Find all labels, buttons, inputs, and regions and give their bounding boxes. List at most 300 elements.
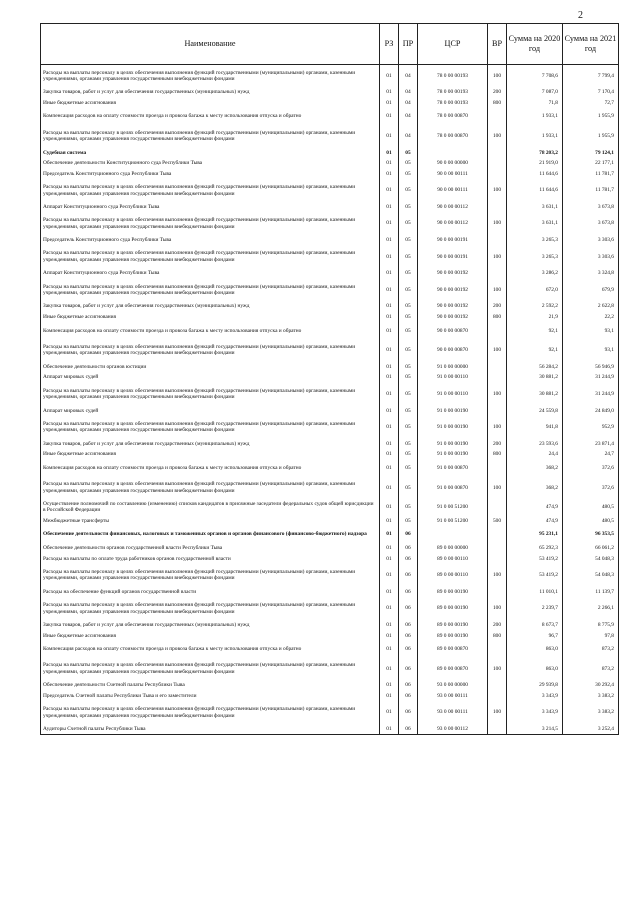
cell-s2021: 3 383,2: [563, 691, 619, 702]
cell-s2021: 952,9: [563, 416, 619, 439]
cell-vr: 100: [488, 246, 507, 269]
cell-rz: 01: [380, 477, 399, 500]
cell-pr: 05: [399, 147, 418, 158]
table-row: [41, 312, 619, 323]
table-row: [41, 268, 619, 279]
table-header-row: [41, 24, 619, 65]
cell-csr: 89 0 00 00190: [418, 597, 488, 620]
cell-csr: 91 0 00 00870: [418, 477, 488, 500]
cell-pr: 05: [399, 477, 418, 500]
cell-rz: 01: [380, 362, 399, 373]
cell-rz: 01: [380, 701, 399, 724]
cell-s2020: 3 265,3: [507, 246, 563, 269]
cell-pr: 06: [399, 526, 418, 543]
cell-s2021: 11 781,7: [563, 169, 619, 180]
cell-name: Компенсация расходов на оплату стоимости проезда и провоза багажа к месту использования отпуска и обратно: [41, 108, 380, 125]
cell-rz: 01: [380, 620, 399, 631]
cell-s2020: 30 881,2: [507, 383, 563, 406]
cell-s2020: 53 419,2: [507, 554, 563, 565]
cell-rz: 01: [380, 87, 399, 98]
cell-rz: 01: [380, 680, 399, 691]
cell-rz: 01: [380, 339, 399, 362]
cell-rz: 01: [380, 169, 399, 180]
cell-pr: 04: [399, 108, 418, 125]
cell-rz: 01: [380, 416, 399, 439]
cell-s2020: 11 644,6: [507, 179, 563, 202]
cell-csr: 90 0 00 00111: [418, 169, 488, 180]
cell-s2021: 93,1: [563, 339, 619, 362]
cell-s2020: 53 419,2: [507, 564, 563, 587]
table-row: [41, 339, 619, 362]
cell-name: Расходы на обеспечение функций органов государственной власти: [41, 587, 380, 598]
cell-pr: 05: [399, 362, 418, 373]
cell-vr: [488, 499, 507, 516]
cell-pr: 06: [399, 658, 418, 681]
cell-vr: 200: [488, 620, 507, 631]
cell-csr: 91 0 00 00110: [418, 372, 488, 383]
cell-rz: 01: [380, 323, 399, 340]
cell-s2020: 3 343,9: [507, 691, 563, 702]
cell-s2021: 22,2: [563, 312, 619, 323]
cell-pr: 06: [399, 564, 418, 587]
cell-s2021: 679,9: [563, 279, 619, 302]
cell-s2020: 368,2: [507, 460, 563, 477]
cell-vr: [488, 641, 507, 658]
cell-s2021: 31 244,9: [563, 372, 619, 383]
cell-vr: 800: [488, 449, 507, 460]
cell-s2021: 372,6: [563, 460, 619, 477]
table-row: [41, 439, 619, 450]
cell-csr: 89 0 00 00110: [418, 554, 488, 565]
cell-s2020: 863,0: [507, 658, 563, 681]
cell-pr: 05: [399, 312, 418, 323]
cell-s2020: 24 559,8: [507, 406, 563, 417]
cell-s2021: 3 673,8: [563, 202, 619, 213]
cell-csr: 78 0 00 00193: [418, 87, 488, 98]
cell-rz: 01: [380, 499, 399, 516]
header-csr: ЦСР: [418, 24, 488, 65]
cell-s2021: 31 244,9: [563, 383, 619, 406]
cell-s2020: 1 933,1: [507, 108, 563, 125]
cell-csr: 90 0 00 00000: [418, 158, 488, 169]
cell-csr: 91 0 00 00000: [418, 362, 488, 373]
cell-name: Закупка товаров, работ и услуг для обеспечения государственных (муниципальных) нужд: [41, 87, 380, 98]
cell-name: Иные бюджетные ассигнования: [41, 98, 380, 109]
cell-s2020: 8 673,7: [507, 620, 563, 631]
cell-pr: 05: [399, 323, 418, 340]
cell-rz: 01: [380, 246, 399, 269]
cell-pr: 05: [399, 449, 418, 460]
cell-s2020: 474,9: [507, 516, 563, 527]
cell-vr: 800: [488, 312, 507, 323]
cell-vr: [488, 691, 507, 702]
cell-s2020: 7 087,0: [507, 87, 563, 98]
cell-pr: 06: [399, 701, 418, 724]
cell-s2020: 56 284,2: [507, 362, 563, 373]
cell-vr: [488, 543, 507, 554]
cell-s2021: 480,5: [563, 516, 619, 527]
cell-s2021: 97,8: [563, 630, 619, 641]
cell-vr: 800: [488, 98, 507, 109]
cell-csr: 89 0 00 00190: [418, 630, 488, 641]
table-row: [41, 641, 619, 658]
cell-rz: 01: [380, 301, 399, 312]
cell-s2021: 72,7: [563, 98, 619, 109]
cell-vr: 100: [488, 416, 507, 439]
cell-s2020: 71,8: [507, 98, 563, 109]
cell-csr: 89 0 00 00870: [418, 658, 488, 681]
table-row: [41, 460, 619, 477]
cell-name: Расходы на выплаты персоналу в целях обеспечения выполнения функций государственными (муниципальными) органами, казенными учреждениями, органами управления государственными внебюджетными фондами: [41, 416, 380, 439]
cell-vr: [488, 460, 507, 477]
cell-csr: 90 0 00 00191: [418, 235, 488, 246]
cell-name: Расходы на выплаты персоналу в целях обеспечения выполнения функций государственными (муниципальными) органами, казенными учреждениями, органами управления государственными внебюджетными фондами: [41, 339, 380, 362]
cell-pr: 05: [399, 246, 418, 269]
cell-rz: 01: [380, 658, 399, 681]
table-row: [41, 301, 619, 312]
cell-csr: 90 0 00 00192: [418, 268, 488, 279]
table-row: [41, 179, 619, 202]
cell-pr: 05: [399, 439, 418, 450]
cell-name: Расходы на выплаты персоналу в целях обеспечения выполнения функций государственными (муниципальными) органами, казенными учреждениями, органами управления государственными внебюджетными фондами: [41, 212, 380, 235]
cell-name: Расходы на выплаты персоналу в целях обеспечения выполнения функций государственными (муниципальными) органами, казенными учреждениями, органами управления государственными внебюджетными фондами: [41, 658, 380, 681]
cell-pr: 04: [399, 87, 418, 98]
cell-pr: 05: [399, 202, 418, 213]
cell-name: Закупка товаров, работ и услуг для обеспечения государственных (муниципальных) нужд: [41, 620, 380, 631]
cell-s2021: 3 303,6: [563, 246, 619, 269]
table-row: [41, 691, 619, 702]
table-row: [41, 147, 619, 158]
cell-s2020: 92,1: [507, 339, 563, 362]
cell-rz: 01: [380, 312, 399, 323]
cell-vr: [488, 235, 507, 246]
cell-rz: 01: [380, 383, 399, 406]
cell-s2021: 873,2: [563, 658, 619, 681]
cell-s2021: 54 048,3: [563, 554, 619, 565]
cell-csr: 93 0 00 00111: [418, 691, 488, 702]
cell-csr: 78 0 00 00193: [418, 98, 488, 109]
cell-name: Расходы на выплаты персоналу в целях обеспечения выполнения функций государственными (муниципальными) органами, казенными учреждениями, органами управления государственными внебюджетными фондами: [41, 477, 380, 500]
table-row: [41, 724, 619, 735]
cell-vr: 100: [488, 564, 507, 587]
cell-s2020: 7 708,6: [507, 65, 563, 88]
table-row: [41, 701, 619, 724]
table-row: [41, 383, 619, 406]
cell-csr: 90 0 00 00112: [418, 202, 488, 213]
cell-csr: 78 0 00 00870: [418, 125, 488, 148]
table-row: [41, 108, 619, 125]
cell-csr: 91 0 00 00190: [418, 439, 488, 450]
cell-pr: 05: [399, 169, 418, 180]
cell-pr: 05: [399, 499, 418, 516]
cell-name: Обеспечение деятельности органов государственной власти Республики Тыва: [41, 543, 380, 554]
cell-csr: 78 0 00 00870: [418, 108, 488, 125]
cell-rz: 01: [380, 179, 399, 202]
cell-rz: 01: [380, 147, 399, 158]
table-row: [41, 597, 619, 620]
cell-rz: 01: [380, 630, 399, 641]
cell-s2020: 3 631,1: [507, 212, 563, 235]
table-row: [41, 323, 619, 340]
table-row: [41, 680, 619, 691]
cell-s2021: 3 324,8: [563, 268, 619, 279]
cell-s2020: 21,9: [507, 312, 563, 323]
cell-pr: 05: [399, 301, 418, 312]
cell-vr: 100: [488, 658, 507, 681]
cell-name: Расходы на выплаты персоналу в целях обеспечения выполнения функций государственными (муниципальными) органами, казенными учреждениями, органами управления государственными внебюджетными фондами: [41, 383, 380, 406]
cell-rz: 01: [380, 460, 399, 477]
cell-s2021: 66 061,2: [563, 543, 619, 554]
cell-csr: [418, 526, 488, 543]
cell-pr: 04: [399, 125, 418, 148]
cell-s2021: 24 849,0: [563, 406, 619, 417]
cell-rz: 01: [380, 235, 399, 246]
cell-pr: 05: [399, 339, 418, 362]
cell-pr: 06: [399, 620, 418, 631]
cell-s2021: 480,5: [563, 499, 619, 516]
table-row: [41, 543, 619, 554]
cell-vr: 100: [488, 701, 507, 724]
cell-csr: 91 0 00 00870: [418, 460, 488, 477]
cell-s2021: 24,7: [563, 449, 619, 460]
cell-name: Обеспечение деятельности Конституционного суда Республики Тыва: [41, 158, 380, 169]
cell-rz: 01: [380, 108, 399, 125]
cell-pr: 05: [399, 268, 418, 279]
cell-pr: 05: [399, 516, 418, 527]
cell-vr: [488, 147, 507, 158]
cell-s2020: 2 592,2: [507, 301, 563, 312]
cell-name: Обеспечение деятельности финансовых, налоговых и таможенных органов и органов финансового (финансово-бюджетного) надзора: [41, 526, 380, 543]
header-name: Наименование: [41, 24, 380, 65]
cell-s2021: 3 303,6: [563, 235, 619, 246]
cell-name: Расходы на выплаты персоналу в целях обеспечения выполнения функций государственными (муниципальными) органами, казенными учреждениями, органами управления государственными внебюджетными фондами: [41, 246, 380, 269]
cell-csr: 93 0 00 00111: [418, 701, 488, 724]
cell-s2020: 1 933,1: [507, 125, 563, 148]
cell-s2020: 3 631,1: [507, 202, 563, 213]
table-row: [41, 202, 619, 213]
cell-vr: [488, 362, 507, 373]
cell-name: Аппарат мировых судей: [41, 406, 380, 417]
cell-vr: 100: [488, 279, 507, 302]
table-row: [41, 477, 619, 500]
cell-pr: 06: [399, 724, 418, 735]
cell-name: Компенсация расходов на оплату стоимости проезда и провоза багажа к месту использования отпуска и обратно: [41, 323, 380, 340]
cell-vr: 100: [488, 212, 507, 235]
cell-s2021: 2 622,8: [563, 301, 619, 312]
cell-s2020: 96,7: [507, 630, 563, 641]
cell-vr: [488, 108, 507, 125]
cell-s2021: 11 781,7: [563, 179, 619, 202]
cell-name: Закупка товаров, работ и услуг для обеспечения государственных (муниципальных) нужд: [41, 439, 380, 450]
cell-name: Аудиторы Счетной палаты Республики Тыва: [41, 724, 380, 735]
cell-csr: 91 0 00 00190: [418, 449, 488, 460]
cell-s2021: 2 266,1: [563, 597, 619, 620]
cell-name: Председатель Счетной палаты Республики Тыва и его заместители: [41, 691, 380, 702]
cell-s2020: 3 265,3: [507, 235, 563, 246]
cell-vr: [488, 372, 507, 383]
cell-pr: 06: [399, 554, 418, 565]
header-pr: ПР: [399, 24, 418, 65]
cell-s2021: 1 955,9: [563, 125, 619, 148]
cell-pr: 06: [399, 680, 418, 691]
cell-pr: 06: [399, 641, 418, 658]
cell-s2020: 92,1: [507, 323, 563, 340]
header-vr: ВР: [488, 24, 507, 65]
cell-s2021: 1 955,9: [563, 108, 619, 125]
cell-s2021: 7 170,4: [563, 87, 619, 98]
cell-pr: 06: [399, 543, 418, 554]
page-number: 2: [578, 10, 583, 21]
cell-vr: 100: [488, 477, 507, 500]
cell-s2020: 11 010,1: [507, 587, 563, 598]
cell-name: Расходы на выплаты персоналу в целях обеспечения выполнения функций государственными (муниципальными) органами, казенными учреждениями, органами управления государственными внебюджетными фондами: [41, 65, 380, 88]
cell-s2021: 54 048,3: [563, 564, 619, 587]
cell-rz: 01: [380, 65, 399, 88]
cell-s2021: 3 383,2: [563, 701, 619, 724]
cell-vr: [488, 202, 507, 213]
cell-name: Аппарат Конституционного суда Республики Тыва: [41, 268, 380, 279]
cell-csr: 90 0 00 00870: [418, 323, 488, 340]
table-row: [41, 658, 619, 681]
cell-vr: [488, 587, 507, 598]
cell-s2021: 79 124,1: [563, 147, 619, 158]
cell-name: Расходы на выплаты персоналу в целях обеспечения выполнения функций государственными (муниципальными) органами, казенными учреждениями, органами управления государственными внебюджетными фондами: [41, 597, 380, 620]
cell-vr: [488, 724, 507, 735]
table-row: [41, 620, 619, 631]
cell-csr: 89 0 00 00000: [418, 543, 488, 554]
cell-rz: 01: [380, 125, 399, 148]
table-row: [41, 554, 619, 565]
cell-vr: [488, 680, 507, 691]
cell-s2020: 78 203,2: [507, 147, 563, 158]
cell-s2021: 23 871,4: [563, 439, 619, 450]
cell-s2020: 23 593,6: [507, 439, 563, 450]
table-body: [41, 65, 619, 735]
cell-name: Судебная система: [41, 147, 380, 158]
table-row: [41, 372, 619, 383]
cell-s2021: 11 139,7: [563, 587, 619, 598]
table-row: [41, 65, 619, 88]
table-row: [41, 630, 619, 641]
cell-rz: 01: [380, 212, 399, 235]
cell-rz: 01: [380, 372, 399, 383]
table-row: [41, 158, 619, 169]
cell-name: Расходы на выплаты персоналу в целях обеспечения выполнения функций государственными (муниципальными) органами, казенными учреждениями, органами управления государственными внебюджетными фондами: [41, 701, 380, 724]
cell-name: Компенсация расходов на оплату стоимости проезда и провоза багажа к месту использования отпуска и обратно: [41, 460, 380, 477]
cell-rz: 01: [380, 526, 399, 543]
cell-vr: 100: [488, 339, 507, 362]
cell-pr: 06: [399, 630, 418, 641]
cell-csr: 93 0 00 00000: [418, 680, 488, 691]
cell-vr: [488, 526, 507, 543]
cell-s2020: 3 214,5: [507, 724, 563, 735]
cell-name: Председатель Конституционного суда Республики Тыва: [41, 235, 380, 246]
cell-pr: 05: [399, 416, 418, 439]
cell-csr: 91 0 00 00190: [418, 406, 488, 417]
table-row: [41, 406, 619, 417]
budget-table: [40, 23, 619, 735]
cell-csr: 89 0 00 00870: [418, 641, 488, 658]
cell-vr: 100: [488, 179, 507, 202]
cell-rz: 01: [380, 597, 399, 620]
cell-name: Иные бюджетные ассигнования: [41, 312, 380, 323]
cell-vr: 200: [488, 301, 507, 312]
cell-csr: [418, 147, 488, 158]
cell-name: Осуществление полномочий по составлению (изменению) списков кандидатов в присяжные заседатели федеральных судов общей юрисдикции в Российской Федерации: [41, 499, 380, 516]
cell-name: Аппарат Конституционного суда Республики Тыва: [41, 202, 380, 213]
cell-pr: 05: [399, 179, 418, 202]
cell-s2021: 56 946,9: [563, 362, 619, 373]
cell-name: Компенсация расходов на оплату стоимости проезда и провоза багажа к месту использования отпуска и обратно: [41, 641, 380, 658]
table-row: [41, 416, 619, 439]
cell-vr: 100: [488, 65, 507, 88]
cell-s2020: 30 881,2: [507, 372, 563, 383]
cell-pr: 05: [399, 235, 418, 246]
cell-pr: 05: [399, 406, 418, 417]
cell-csr: 90 0 00 00192: [418, 312, 488, 323]
table-row: [41, 235, 619, 246]
cell-name: Расходы на выплаты персоналу в целях обеспечения выполнения функций государственными (муниципальными) органами, казенными учреждениями, органами управления государственными внебюджетными фондами: [41, 279, 380, 302]
cell-csr: 91 0 00 51200: [418, 499, 488, 516]
cell-name: Расходы на выплаты персоналу в целях обеспечения выполнения функций государственными (муниципальными) органами, казенными учреждениями, органами управления государственными внебюджетными фондами: [41, 125, 380, 148]
cell-rz: 01: [380, 587, 399, 598]
cell-vr: 100: [488, 125, 507, 148]
cell-rz: 01: [380, 449, 399, 460]
cell-name: Закупка товаров, работ и услуг для обеспечения государственных (муниципальных) нужд: [41, 301, 380, 312]
table-row: [41, 449, 619, 460]
cell-pr: 04: [399, 98, 418, 109]
cell-csr: 91 0 00 51200: [418, 516, 488, 527]
cell-rz: 01: [380, 691, 399, 702]
cell-name: Иные бюджетные ассигнования: [41, 449, 380, 460]
cell-rz: 01: [380, 439, 399, 450]
cell-csr: 90 0 00 00111: [418, 179, 488, 202]
cell-s2020: 863,0: [507, 641, 563, 658]
cell-s2021: 8 775,9: [563, 620, 619, 631]
cell-csr: 90 0 00 00112: [418, 212, 488, 235]
table-row: [41, 564, 619, 587]
cell-rz: 01: [380, 516, 399, 527]
cell-s2020: 672,0: [507, 279, 563, 302]
table-row: [41, 212, 619, 235]
table-row: [41, 246, 619, 269]
cell-s2021: 372,6: [563, 477, 619, 500]
cell-name: Расходы на выплаты по оплате труда работников органов государственной власти: [41, 554, 380, 565]
cell-s2021: 7 799,4: [563, 65, 619, 88]
cell-csr: 90 0 00 00192: [418, 301, 488, 312]
cell-vr: 100: [488, 597, 507, 620]
cell-s2020: 65 292,3: [507, 543, 563, 554]
cell-vr: [488, 268, 507, 279]
cell-csr: 89 0 00 00190: [418, 620, 488, 631]
cell-s2020: 29 939,8: [507, 680, 563, 691]
cell-name: Расходы на выплаты персоналу в целях обеспечения выполнения функций государственными (муниципальными) органами, казенными учреждениями, органами управления государственными внебюджетными фондами: [41, 564, 380, 587]
cell-csr: 90 0 00 00870: [418, 339, 488, 362]
cell-rz: 01: [380, 202, 399, 213]
table-row: [41, 516, 619, 527]
cell-rz: 01: [380, 564, 399, 587]
cell-s2021: 3 673,8: [563, 212, 619, 235]
cell-vr: [488, 158, 507, 169]
cell-csr: 90 0 00 00191: [418, 246, 488, 269]
cell-vr: [488, 554, 507, 565]
cell-vr: 100: [488, 383, 507, 406]
cell-pr: 06: [399, 597, 418, 620]
cell-s2021: 3 252,4: [563, 724, 619, 735]
cell-vr: 800: [488, 630, 507, 641]
header-sum-2021: Сумма на 2021 год: [563, 24, 619, 65]
cell-vr: 500: [488, 516, 507, 527]
